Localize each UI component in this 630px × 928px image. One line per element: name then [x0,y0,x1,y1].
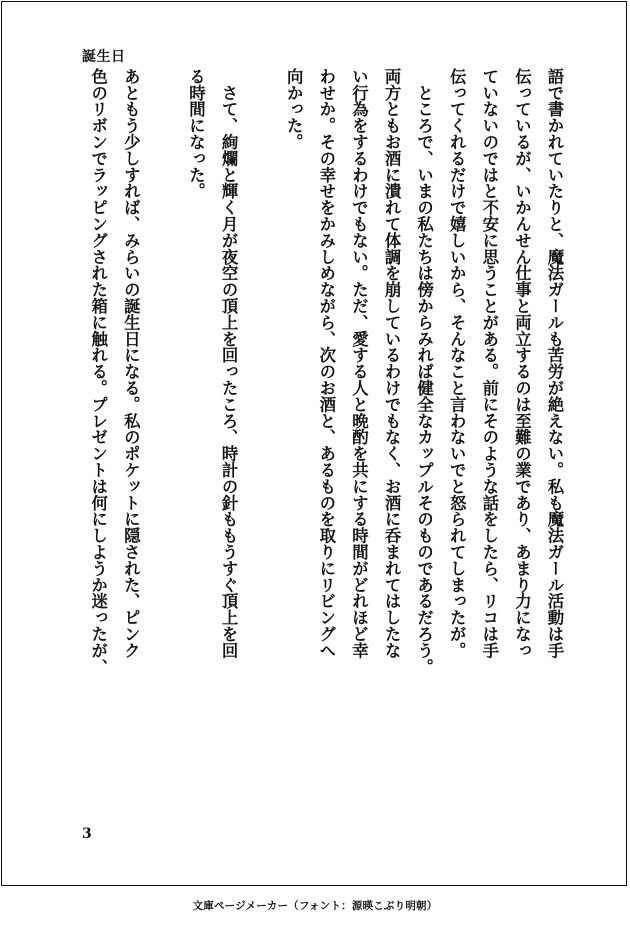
text-line: あともう少しすれば、みらいの誕生日になる。私のポケットに隠された、ピンク [121,68,141,659]
text-line: ていないのではと不安に思うことがある。前にそのような話をしたら、リコは手 [479,68,499,659]
blank-line [244,68,277,828]
text-line: 両方ともお酒に潰れて体調を崩しているわけでもなく、お酒に呑まれてはしたな [382,68,402,659]
text-line: 向かった。 [284,68,304,150]
text-line: さて、絢爛と輝く月が夜空の頂上を回ったころ、時計の針ももうすぐ頂上を回 [219,68,239,659]
text-line: ところで、いまの私たちは傍からみれば健全なカップルそのものであるだろう。 [414,68,434,675]
text-line: い行為をするわけでもない。ただ、愛する人と晩酌を共にする時間がどれほど幸 [349,68,369,659]
text-line: 語で書かれていたりと、魔法ガールも苦労が絶えない。私も魔法ガール活動は手 [545,68,564,659]
text-line: る時間になった。 [186,68,206,200]
vertical-body-text [81,68,570,828]
footer-credit: 文庫ページメーカー（フォント：源暎こぶり明朝） [192,900,438,912]
blank-line [146,68,179,828]
text-line: 伝ってくれるだけで嬉しいから、そんなこと言わないでと怒られてしまったが。 [447,68,467,659]
text-line: 色のリボンでラッピングされた箱に触れる。プレゼントは何にしようか迷ったが、 [88,68,108,675]
page-number: 3 [82,826,92,842]
text-line: 伝っているが、いかんせん仕事と両立するのは至難の業であり、あまり力になっ [512,68,532,659]
page-title: 誕生日 [82,49,126,65]
text-line: わせか。その幸せをかみしめながら、次のお酒と、あるものを取りにリビングへ [316,68,336,659]
